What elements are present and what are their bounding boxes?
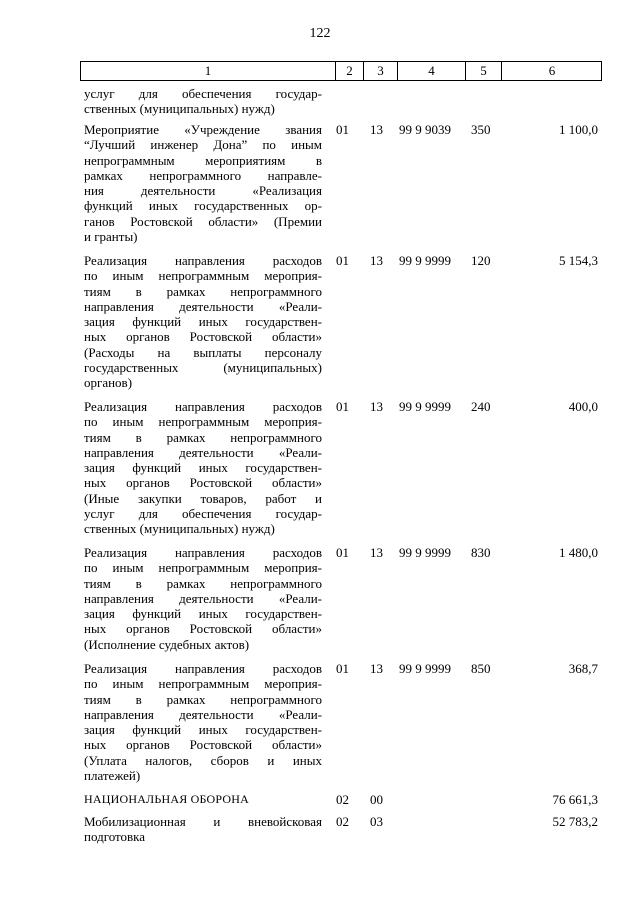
amount: 400,0: [568, 399, 598, 414]
row-description: [84, 399, 322, 537]
section-code: 01: [336, 122, 349, 137]
target-article-code: 99 9 9999: [399, 545, 451, 560]
row-description: [84, 814, 322, 845]
description-line: Реализация направления расходов: [84, 661, 322, 676]
row-description: [84, 545, 322, 652]
section-code: 01: [336, 545, 349, 560]
section-code: 02: [336, 792, 349, 807]
description-line: зация функций иных государствен-: [84, 314, 322, 330]
description-line: ных органов Ростовской области»: [84, 621, 322, 637]
description-line: и гранты): [84, 229, 138, 245]
header-col-1: 1: [204, 63, 212, 78]
description-line: тиям в рамках непрограммного: [84, 575, 322, 591]
description-line: ния деятельности «Реализация: [84, 183, 322, 199]
description-line: Реализация направления расходов: [84, 399, 322, 414]
description-line: Реализация направления расходов: [84, 545, 322, 560]
expense-type-code: 830: [471, 545, 491, 560]
description-line: Реализация направления расходов: [84, 253, 322, 268]
description-line: по иным непрограммным мероприя-: [84, 560, 322, 576]
section-code: 01: [336, 399, 349, 414]
description-line: ственных (муниципальных) нужд): [84, 521, 275, 537]
target-article-code: 99 9 9039: [399, 122, 451, 137]
description-line: зация функций иных государствен-: [84, 606, 322, 622]
amount: 5 154,3: [559, 253, 598, 268]
header-col-2: 2: [335, 62, 363, 80]
description-line: ных органов Ростовской области»: [84, 737, 322, 753]
description-line: (Исполнение судебных актов): [84, 636, 250, 652]
subsection-code: 13: [370, 122, 383, 137]
expense-type-code: 120: [471, 253, 491, 268]
subsection-code: 13: [370, 399, 383, 414]
row-description: [84, 661, 322, 783]
description-line: услуг для обеспечения государ-: [84, 506, 322, 522]
amount: 1 480,0: [559, 545, 598, 560]
expense-type-code: 240: [471, 399, 491, 414]
description-line: зация функций иных государствен-: [84, 460, 322, 476]
amount: 1 100,0: [559, 122, 598, 137]
description-line: рамках непрограммного направле-: [84, 167, 322, 183]
description-line: Мероприятие «Учреждение звания: [84, 122, 322, 137]
expense-type-code: 850: [471, 661, 491, 676]
target-article-code: 99 9 9999: [399, 399, 451, 414]
subsection-code: 03: [370, 814, 383, 829]
page-number: 122: [309, 26, 331, 41]
subsection-code: 13: [370, 545, 383, 560]
amount: 368,7: [568, 661, 598, 676]
amount: 76 661,3: [552, 792, 598, 807]
amount: 52 783,2: [552, 814, 598, 829]
description-line: органов): [84, 375, 133, 391]
description-line: тиям в рамках непрограммного: [84, 691, 322, 707]
description-line: тиям в рамках непрограммного: [84, 283, 322, 299]
description-line: ных органов Ростовской области»: [84, 329, 322, 345]
description-line: ганов Ростовской области» (Премии: [84, 213, 322, 229]
target-article-code: 99 9 9999: [399, 661, 451, 676]
description-line: направления деятельности «Реали-: [84, 444, 322, 460]
header-col-4: 4: [397, 62, 465, 80]
description-line: направления деятельности «Реали-: [84, 590, 322, 606]
section-code: 02: [336, 814, 349, 829]
description-line: НАЦИОНАЛЬНАЯ ОБОРОНА: [84, 792, 249, 806]
description-line: направления деятельности «Реали-: [84, 706, 322, 722]
header-col-3: 3: [363, 62, 397, 80]
expense-type-code: 350: [471, 122, 491, 137]
description-line: услуг для обеспечения государ-: [84, 86, 322, 101]
description-line: подготовка: [84, 829, 146, 845]
section-code: 01: [336, 253, 349, 268]
header-col-6: 6: [501, 62, 602, 80]
row-description: [84, 792, 322, 807]
row-description: [84, 122, 322, 244]
row-description: [84, 253, 322, 391]
description-line: ных органов Ростовской области»: [84, 475, 322, 491]
description-line: по иным непрограммным мероприя-: [84, 676, 322, 692]
description-line: функций иных государственных ор-: [84, 198, 322, 214]
row-description: [84, 86, 322, 117]
subsection-code: 13: [370, 661, 383, 676]
description-line: (Иные закупки товаров, работ и: [84, 490, 322, 506]
description-line: по иным непрограммным мероприя-: [84, 414, 322, 430]
description-line: непрограммным мероприятиям в: [84, 152, 322, 168]
description-line: зация функций иных государствен-: [84, 722, 322, 738]
description-line: платежей): [84, 768, 141, 784]
subsection-code: 00: [370, 792, 383, 807]
header-col-5: 5: [465, 62, 501, 80]
description-line: тиям в рамках непрограммного: [84, 429, 322, 445]
target-article-code: 99 9 9999: [399, 253, 451, 268]
description-line: “Лучший инженер Дона” по иным: [84, 137, 322, 153]
section-code: 01: [336, 661, 349, 676]
description-line: Мобилизационная и вневойсковая: [84, 814, 322, 829]
description-line: (Уплата налогов, сборов и иных: [84, 752, 322, 768]
description-line: (Расходы на выплаты персоналу: [84, 344, 322, 360]
description-line: по иным непрограммным мероприя-: [84, 268, 322, 284]
description-line: направления деятельности «Реали-: [84, 298, 322, 314]
description-line: государственных (муниципальных): [84, 360, 322, 376]
description-line: ственных (муниципальных) нужд): [84, 101, 275, 117]
table-header: [80, 61, 602, 81]
subsection-code: 13: [370, 253, 383, 268]
